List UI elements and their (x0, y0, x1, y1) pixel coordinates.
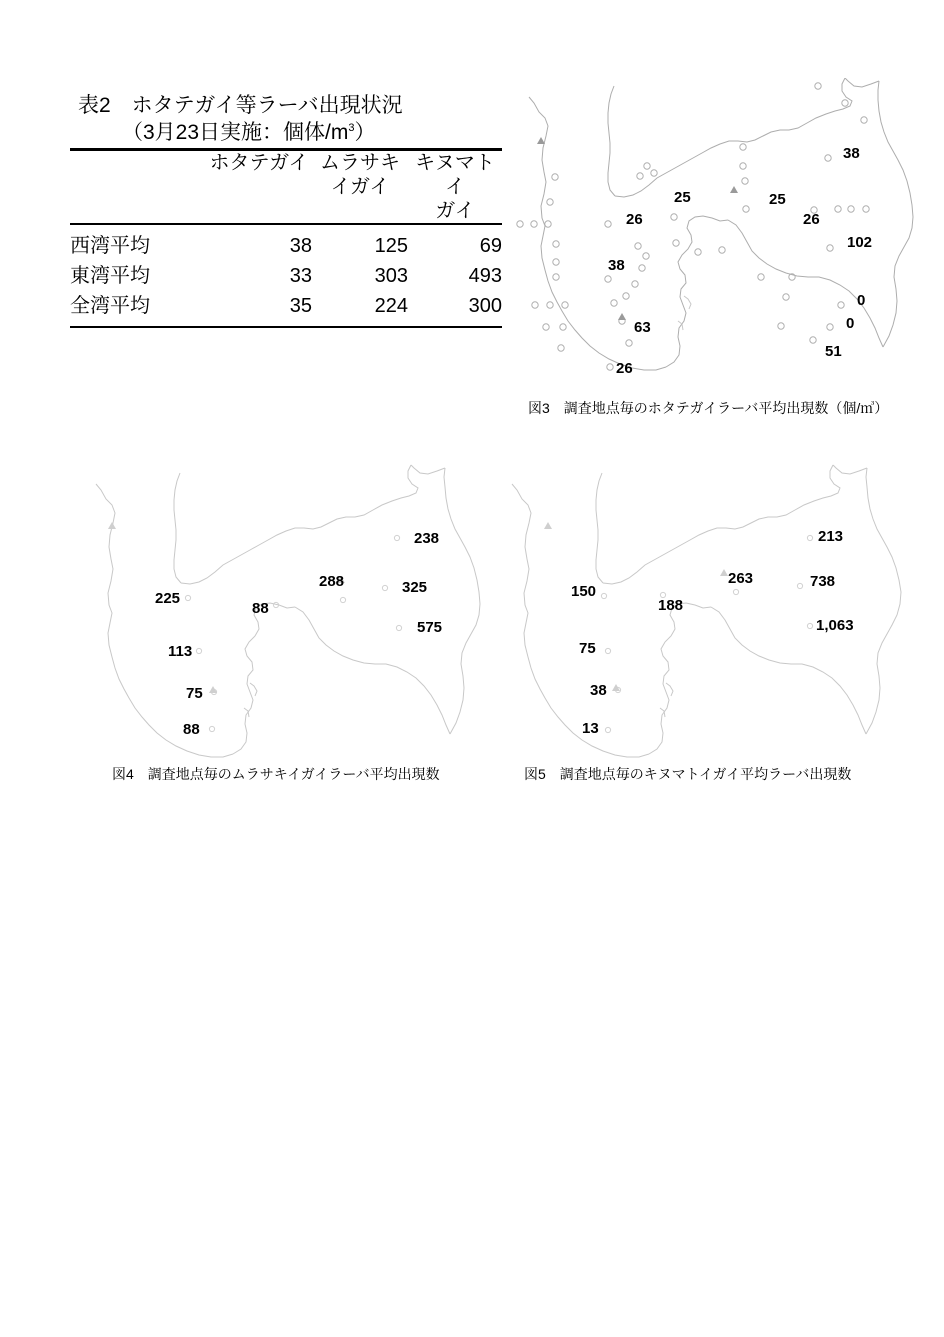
figure-5 (498, 428, 944, 800)
coastline-north-shimokita (411, 465, 445, 474)
coastline-east (444, 468, 480, 734)
map-value-label: 150 (571, 583, 597, 600)
figure-3-caption: 図3 調査地点毎のホタテガイラーバ平均出現数（個/㎥） (528, 400, 889, 416)
map-value-label: 75 (579, 640, 596, 657)
map-value-label: 738 (810, 573, 836, 590)
header-kinumatoigai (408, 150, 502, 225)
coastline-peninsula-detail (684, 296, 691, 309)
map-value-label: 102 (847, 234, 873, 251)
map-value-label: 0 (857, 292, 866, 309)
cell-west-kinumatoigai: 69 (408, 224, 502, 261)
map-value-label: 263 (728, 570, 754, 587)
coastline-northwest-vertical (596, 473, 603, 583)
map-value-label: 1,063 (816, 617, 854, 634)
map-value-label: 88 (252, 600, 269, 617)
map-value-label: 26 (626, 211, 643, 228)
figure-3 (498, 78, 944, 428)
cell-east-hotategai: 33 (289, 265, 312, 287)
header-kinumatoigai-line1: キヌマトイ (415, 152, 495, 198)
coastline-north-shimokita (833, 465, 867, 474)
mutsu-bay-map-murasakiigai (68, 428, 514, 764)
coastline-west (96, 484, 233, 757)
cell-all-kinumatoigai: 300 (468, 295, 502, 317)
table-title-line2 (70, 119, 510, 146)
map-value-label: 25 (769, 191, 786, 208)
table-row (70, 261, 502, 291)
figure-5-caption: 図5 調査地点毎のキヌマトイガイ平均ラーバ出現数 (524, 766, 852, 782)
table-title-line1: 表2 ホタテガイ等ラーバ出現状況 (78, 94, 403, 117)
map-value-label: 325 (402, 579, 428, 596)
map-value-label: 88 (183, 721, 200, 738)
coastline-west (512, 484, 649, 757)
map-value-label: 188 (658, 597, 684, 614)
coastline-peninsula-detail-2 (660, 708, 665, 717)
cell-west-hotategai: 38 (206, 224, 312, 261)
table-row (70, 291, 502, 327)
row-label-all-bay: 全湾平均 (70, 295, 150, 317)
coastline-north-inner (181, 465, 418, 584)
map-value-label: 26 (616, 360, 633, 377)
map-value-label: 51 (825, 343, 842, 360)
map-value-label: 238 (414, 530, 440, 547)
value-labels-group (571, 528, 854, 737)
map-value-label: 213 (818, 528, 844, 545)
larvae-summary-table (70, 148, 502, 328)
map-value-label: 25 (674, 189, 691, 206)
map-value-label: 0 (846, 315, 855, 332)
header-murasakiigai-line2: イガイ (330, 176, 390, 198)
map-value-label: 113 (168, 643, 193, 660)
map-value-label: 38 (608, 257, 625, 274)
table-header-row (70, 150, 502, 225)
header-kinumatoigai-line2: ガイ (435, 200, 475, 222)
cubic-meter-superscript: 3 (348, 122, 355, 134)
station-markers-group (517, 78, 944, 370)
coastline-northwest-vertical (608, 86, 615, 196)
coastline-natsudomari-peninsula (233, 603, 295, 754)
row-label-east-bay: 東湾平均 (70, 265, 150, 287)
table-title-line2-pre: （3月23日実施：個体/m (122, 121, 349, 144)
coastline-east (878, 81, 913, 347)
cell-east-kinumatoigai: 493 (468, 265, 502, 287)
table-row (70, 224, 502, 261)
cell-all-murasakiigai: 224 (374, 295, 408, 317)
coastline-north-shimokita (845, 78, 879, 87)
figure-4-caption: 図4 調査地点毎のムラサキイガイラーバ平均出現数 (112, 766, 440, 782)
figure-4 (68, 428, 514, 800)
header-blank-corner (70, 150, 206, 225)
map-value-label: 288 (319, 573, 345, 590)
header-hotategai (206, 150, 312, 225)
map-value-label: 63 (634, 319, 651, 336)
cell-east-murasakiigai: 303 (374, 265, 408, 287)
value-labels-group (155, 530, 442, 738)
coastline-natsudomari-peninsula (649, 603, 711, 754)
coastline-north-inner (603, 465, 840, 584)
cell-west-murasakiigai: 125 (312, 224, 408, 261)
mutsu-bay-map-kinumatoigai (498, 428, 944, 764)
header-hotategai-line1: ホタテガイ (209, 152, 309, 174)
mutsu-bay-map-hotategai (498, 78, 944, 398)
cell-all-hotategai: 35 (289, 295, 312, 317)
header-murasakiigai-line1: ムラサキ (320, 152, 400, 174)
map-value-label: 38 (843, 145, 860, 162)
coastline-north-inner (615, 78, 852, 197)
map-value-label: 38 (590, 682, 607, 699)
table-2-block (70, 92, 510, 328)
coastline-northwest-vertical (174, 473, 181, 583)
value-labels-group (608, 145, 872, 377)
map-value-label: 26 (803, 211, 820, 228)
map-value-label: 13 (582, 720, 599, 737)
map-value-label: 225 (155, 590, 181, 607)
coastline-natsudomari-peninsula (666, 216, 728, 367)
table-title-line2-post: ） (354, 121, 376, 144)
station-markers-group (108, 522, 402, 732)
map-value-label: 575 (417, 619, 443, 636)
station-markers-group (544, 522, 813, 733)
coastline-east (866, 468, 901, 734)
map-value-label: 75 (186, 685, 203, 702)
table-bottom-rule-row (70, 327, 502, 328)
header-murasakiigai (312, 150, 408, 225)
coastline-peninsula-detail-2 (244, 708, 249, 717)
row-label-west-bay: 西湾平均 (70, 224, 206, 261)
